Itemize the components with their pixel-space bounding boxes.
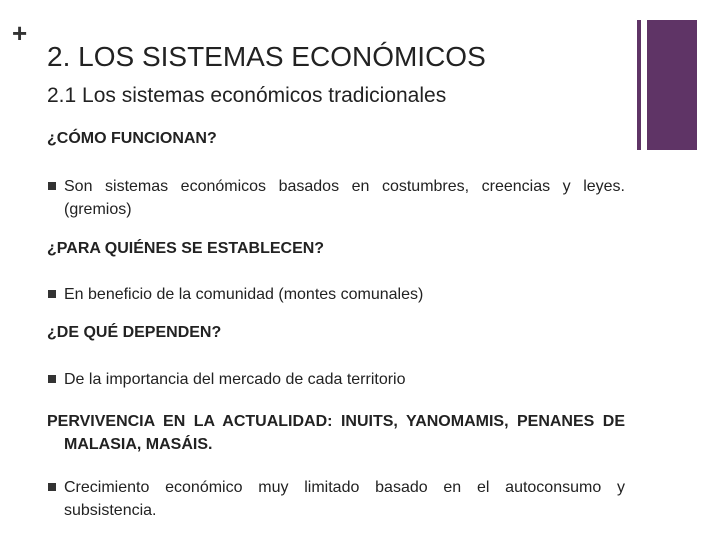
bullet-survival (47, 476, 625, 522)
bullet-for-whom (47, 283, 625, 306)
bullet-square-icon (48, 483, 56, 491)
bullet-square-icon (48, 375, 56, 383)
bullet-text: De la importancia del mercado de cada territorio (64, 371, 406, 388)
plus-icon: + (12, 18, 28, 48)
bullet-depend-on (47, 368, 625, 391)
survival-heading (47, 410, 625, 456)
bullet-square-icon (48, 182, 56, 190)
bullet-text: Son sistemas económicos basados en costumbres, creencias y leyes. (gremios) (64, 178, 625, 218)
heading-for-whom: ¿PARA QUIÉNES SE ESTABLECEN? (47, 240, 325, 257)
bullet-square-icon (48, 290, 56, 298)
bullet-text: En beneficio de la comunidad (montes comunales) (64, 286, 424, 303)
accent-bar-thick (647, 20, 697, 150)
bullet-text: Crecimiento económico muy limitado basado en el autoconsumo y subsistencia. (64, 479, 625, 519)
slide-subtitle: 2.1 Los sistemas económicos tradicionales (47, 84, 447, 107)
heading-how-they-work: ¿CÓMO FUNCIONAN? (47, 130, 217, 147)
bullet-how-they-work (47, 175, 625, 221)
survival-heading-text: PERVIVENCIA EN LA ACTUALIDAD: INUITS, YANOMAMIS, PENANES DE MALASIA, MASÁIS. (47, 413, 625, 453)
slide-title: 2. LOS SISTEMAS ECONÓMICOS (47, 41, 486, 72)
heading-depend-on: ¿DE QUÉ DEPENDEN? (47, 324, 222, 341)
accent-bar-thin (637, 20, 641, 150)
